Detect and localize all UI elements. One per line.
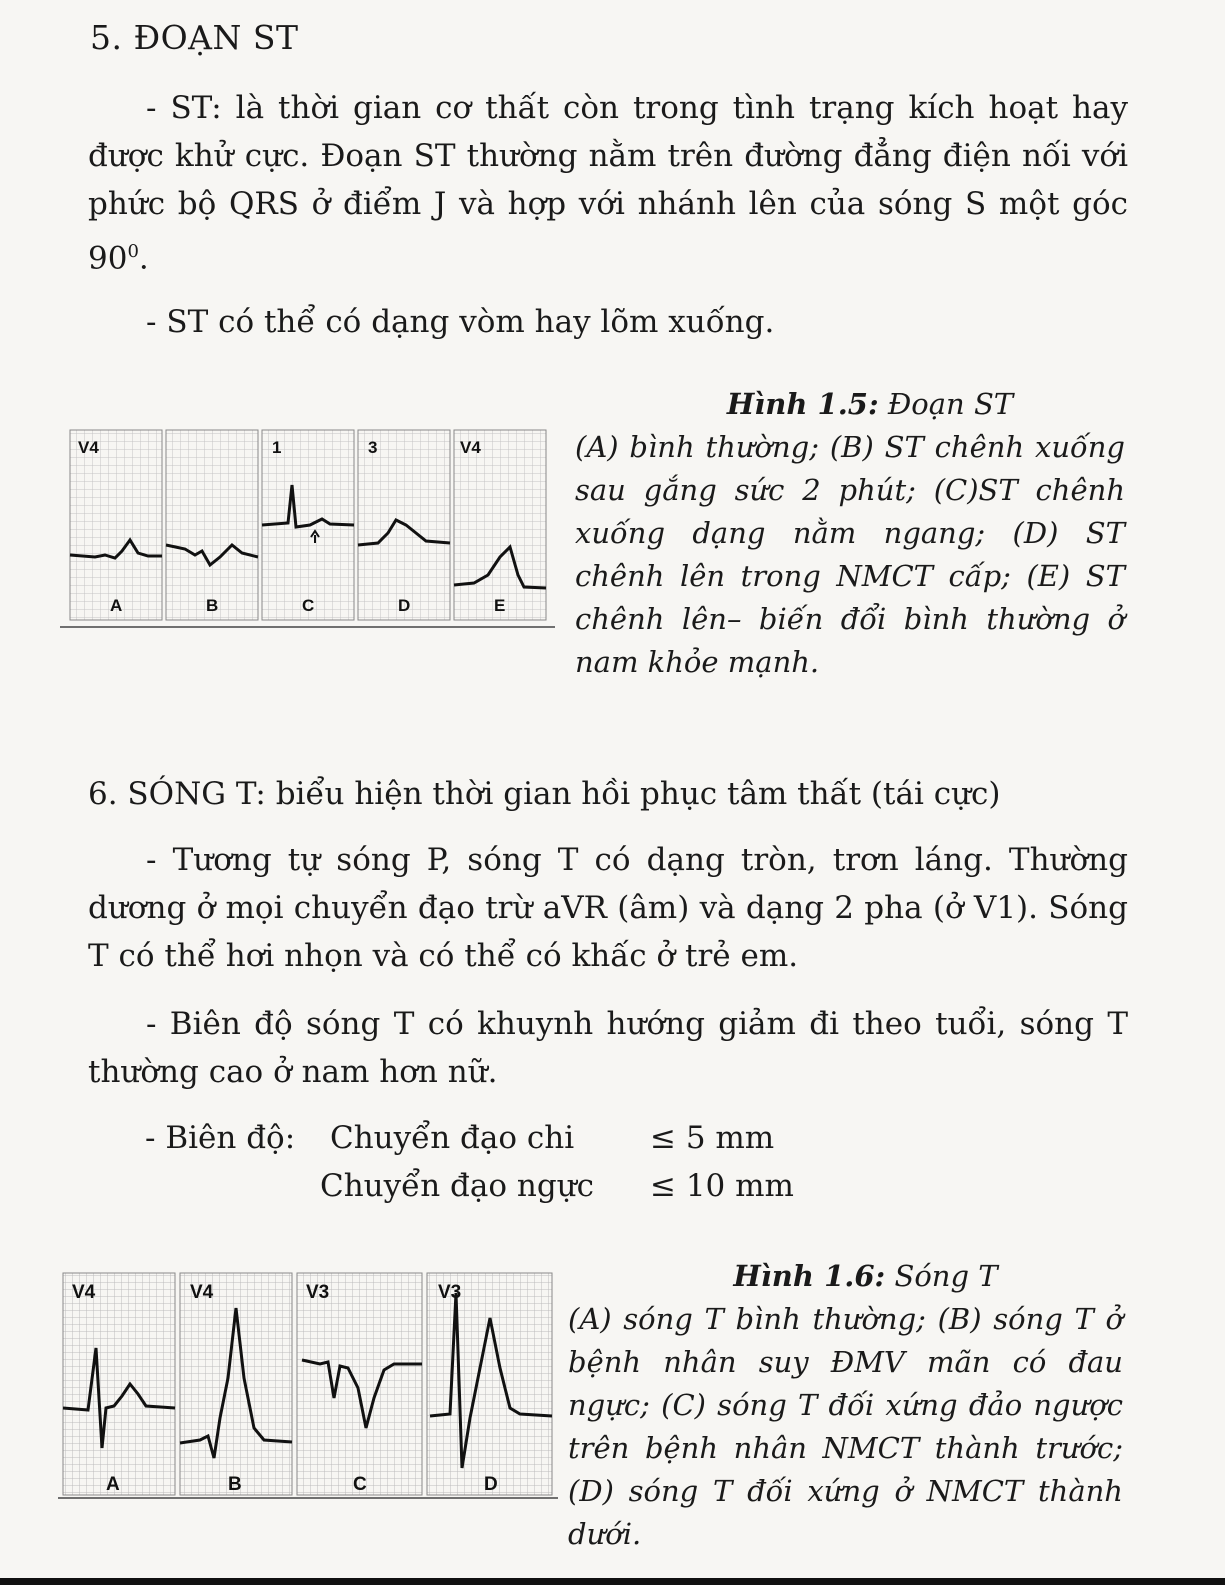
ecg-panel-d xyxy=(427,1273,552,1495)
panel-e-letter: E xyxy=(494,596,506,615)
panel-a-lead-label: V4 xyxy=(72,1282,96,1303)
panel-a-letter: A xyxy=(106,1474,120,1495)
figure-1-5-caption-block xyxy=(575,383,1125,684)
amplitude-chest-leads: Chuyển đạo ngực xyxy=(320,1168,595,1204)
panel-d-letter: D xyxy=(484,1474,498,1495)
figure-1-6-title: Hình 1.6: xyxy=(733,1259,886,1293)
section-6-paragraph-2: - Biên độ sóng T có khuynh hướng giảm đi theo tuổi, sóng T thường cao ở nam hơn nữ. xyxy=(88,1006,1128,1090)
section-6-paragraph-1: - Tương tự sóng P, sóng T có dạng tròn, trơn láng. Thường dương ở mọi chuyển đạo trừ aVR (âm) và dạng 2 pha (ở V1). Sóng T có thể hơi nhọn và có thể có khấc ở trẻ em. xyxy=(88,842,1128,974)
panel-e-lead-label: V4 xyxy=(460,438,481,457)
ecg-panel-b xyxy=(180,1273,292,1495)
panel-d-letter: D xyxy=(398,596,411,615)
panel-b-letter: B xyxy=(228,1474,242,1495)
figure-1-5-title-row xyxy=(575,383,1125,426)
ecg-panel-e xyxy=(454,430,546,620)
section-5-heading: 5. ĐOẠN ST xyxy=(90,18,299,57)
panel-c-lead-label: V3 xyxy=(306,1282,330,1303)
figure-1-6-ecg-strip xyxy=(58,1268,558,1503)
panel-a-lead-label: V4 xyxy=(78,438,99,457)
ecg-panel-a xyxy=(70,430,162,620)
panel-b-letter: B xyxy=(206,596,219,615)
panel-a-letter: A xyxy=(110,596,123,615)
ecg-panel-c xyxy=(262,430,354,620)
ecg-panel-d xyxy=(358,430,450,620)
ecg-panel-a xyxy=(63,1273,175,1495)
figure-1-5-title: Hình 1.5: xyxy=(726,387,879,421)
figure-1-6-title-rest: Sóng T xyxy=(894,1259,998,1293)
figure-1-5-title-rest: Đoạn ST xyxy=(887,387,1014,421)
amplitude-label: - Biên độ: xyxy=(145,1120,296,1156)
ecg-panel-b xyxy=(166,430,258,620)
panel-d-lead-label: 3 xyxy=(368,438,378,457)
figure-1-6-caption-block xyxy=(568,1255,1123,1556)
section-5-paragraph-1-end: . xyxy=(138,240,149,277)
panel-d-lead-label: V3 xyxy=(438,1282,462,1303)
section-5-paragraph-2: - ST có thể có dạng vòm hay lõm xuống. xyxy=(146,304,775,340)
ecg-panel-c xyxy=(297,1273,422,1495)
panel-c-letter: C xyxy=(353,1474,367,1495)
figure-1-6-caption: (A) sóng T bình thường; (B) sóng T ở bệnh nhân suy ĐMV mãn có đau ngực; (C) sóng T đối xứng đảo ngược trên bệnh nhân NMCT thành trước; (D) sóng T đối xứng ở NMCT thành dưới. xyxy=(568,1302,1123,1551)
section-5-paragraph-1-text: - ST: là thời gian cơ thất còn trong tình trạng kích hoạt hay được khử cực. Đoạn ST thường nằm trên đường đẳng điện nối với phức bộ QRS ở điểm J và hợp với nhánh lên của sóng S một góc 90 xyxy=(88,90,1128,277)
degree-superscript: 0 xyxy=(127,241,139,262)
panel-c-letter: C xyxy=(302,596,315,615)
section-5-paragraph-1 xyxy=(88,84,1128,282)
bottom-rule xyxy=(0,1578,1225,1585)
section-6-heading: 6. SÓNG T: biểu hiện thời gian hồi phục tâm thất (tái cực) xyxy=(88,776,1001,812)
figure-1-5-caption: (A) bình thường; (B) ST chênh xuống sau gắng sức 2 phút; (C)ST chênh xuống dạng nằm ngang; (D) ST chênh lên trong NMCT cấp; (E) ST chênh lên– biến đổi bình thường ở nam khỏe mạnh. xyxy=(575,430,1125,679)
amplitude-limb-value: ≤ 5 mm xyxy=(650,1120,775,1156)
figure-1-5-ecg-strip xyxy=(60,425,555,635)
panel-c-lead-label: 1 xyxy=(272,438,282,457)
amplitude-limb-leads: Chuyển đạo chi xyxy=(330,1120,575,1156)
panel-b-lead-label: V4 xyxy=(190,1282,214,1303)
amplitude-chest-value: ≤ 10 mm xyxy=(650,1168,794,1204)
figure-1-6-title-row xyxy=(568,1255,1123,1298)
